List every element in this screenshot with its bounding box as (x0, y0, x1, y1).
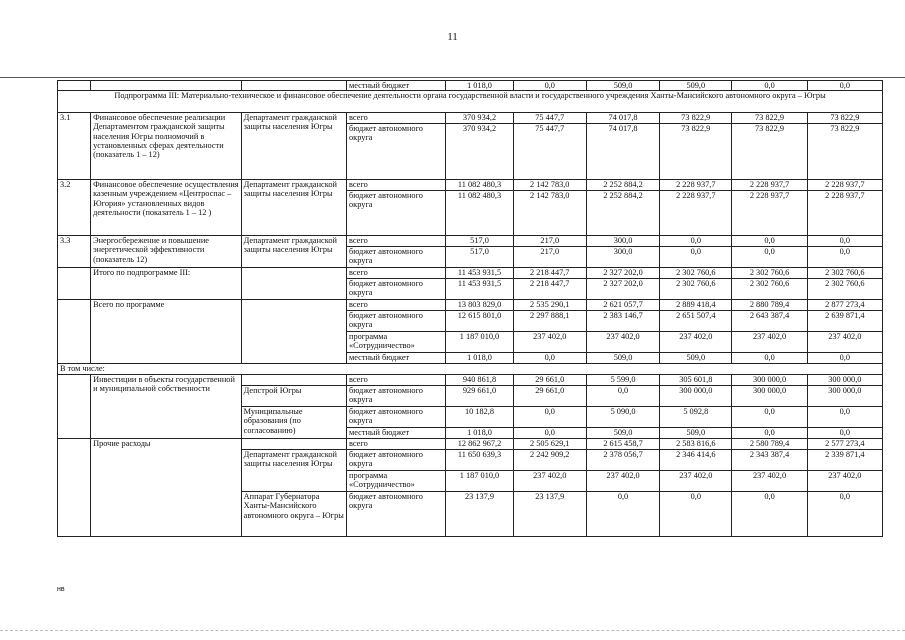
value-cell: 29 661,0 (513, 375, 586, 386)
value-cell: 12 862 967,2 (446, 439, 513, 450)
value-cell: 2 252 884,2 (586, 180, 659, 191)
funding-source-cell: программа «Сотрудничество» (347, 332, 446, 353)
funding-source-cell: всего (347, 180, 446, 191)
value-cell: 11 453 931,5 (446, 268, 513, 279)
funding-source-cell: всего (347, 375, 446, 386)
value-cell: 0,0 (586, 386, 659, 407)
empty-cell (241, 268, 346, 300)
value-cell: 2 302 760,6 (660, 268, 732, 279)
value-cell: 509,0 (586, 353, 659, 364)
investments-row (58, 375, 883, 386)
funding-source-cell: всего (347, 439, 446, 450)
value-cell: 73 822,9 (660, 113, 732, 124)
value-cell: 75 447,7 (513, 124, 586, 180)
value-cell: 2 218 447,7 (513, 279, 586, 300)
value-cell: 0,0 (513, 353, 586, 364)
value-cell: 0,0 (660, 492, 732, 537)
table-row-including (58, 364, 883, 375)
table-row-carryover (58, 81, 883, 91)
budget-table (57, 80, 883, 537)
item-executor: Департамент гражданской защиты населения Югры (241, 180, 346, 236)
value-cell: 0,0 (732, 407, 807, 428)
value-cell: 73 822,9 (660, 124, 732, 180)
value-cell: 300 000,0 (660, 386, 732, 407)
group-executor: Депстрой Югры (241, 386, 346, 407)
value-cell: 2 339 871,4 (807, 450, 882, 471)
value-cell: 11 650 639,3 (446, 450, 513, 471)
value-cell: 2 142 783,0 (513, 180, 586, 191)
value-cell: 0,0 (807, 353, 882, 364)
value-cell: 509,0 (660, 353, 732, 364)
value-cell: 2 302 760,6 (660, 279, 732, 300)
value-cell: 2 297 888,1 (513, 311, 586, 332)
value-cell: 1 018,0 (446, 428, 513, 439)
funding-source-cell: всего (347, 113, 446, 124)
funding-source-cell: бюджет автономного округа (347, 124, 446, 180)
value-cell: 0,0 (807, 428, 882, 439)
value-cell: 0,0 (807, 236, 882, 247)
investments-label: Инвестиции в объекты государственной и муниципальной собственности (91, 375, 242, 439)
value-cell: 237 402,0 (807, 471, 882, 492)
value-cell: 0,0 (732, 492, 807, 537)
value-cell: 0,0 (660, 236, 732, 247)
value-cell: 2 302 760,6 (807, 268, 882, 279)
value-cell: 217,0 (513, 236, 586, 247)
value-cell: 237 402,0 (807, 332, 882, 353)
value-cell: 23 137,9 (446, 492, 513, 537)
value-cell: 2 242 909,2 (513, 450, 586, 471)
table-row-subprogram (58, 91, 883, 113)
value-cell: 0,0 (732, 353, 807, 364)
value-cell: 2 218 447,7 (513, 268, 586, 279)
value-cell: 509,0 (586, 81, 659, 91)
value-cell: 237 402,0 (732, 471, 807, 492)
value-cell: 2 228 937,7 (732, 180, 807, 191)
empty-cell (58, 268, 91, 300)
value-cell: 300,0 (586, 236, 659, 247)
table-row-item (58, 113, 883, 124)
value-cell: 73 822,9 (807, 113, 882, 124)
value-cell: 0,0 (513, 81, 586, 91)
value-cell: 300,0 (586, 247, 659, 268)
value-cell: 2 615 458,7 (586, 439, 659, 450)
subprogram-title: Подпрограмма III: Материально-техническое и финансовое обеспечение деятельности органа государственной власти и государственного учреждения Ханты-Мансийского автономного округа – Югры (58, 91, 883, 113)
value-cell: 0,0 (513, 407, 586, 428)
value-cell: 2 142 783,0 (513, 191, 586, 236)
funding-source-cell: местный бюджет (347, 353, 446, 364)
value-cell: 305 601,8 (660, 375, 732, 386)
value-cell: 0,0 (586, 492, 659, 537)
funding-source-cell: бюджет автономного округа (347, 191, 446, 236)
value-cell: 0,0 (732, 236, 807, 247)
value-cell: 11 082 480,3 (446, 180, 513, 191)
value-cell: 5 599,0 (586, 375, 659, 386)
value-cell: 0,0 (732, 81, 807, 91)
value-cell: 2 643 387,4 (732, 311, 807, 332)
value-cell: 509,0 (586, 428, 659, 439)
value-cell: 517,0 (446, 247, 513, 268)
funding-source-cell: бюджет автономного округа (347, 247, 446, 268)
value-cell: 370 934,2 (446, 124, 513, 180)
funding-source-cell: местный бюджет (347, 428, 446, 439)
value-cell: 1 018,0 (446, 353, 513, 364)
funding-source-cell: всего (347, 300, 446, 311)
value-cell: 2 343 387,4 (732, 450, 807, 471)
funding-source-cell: местный бюджет (347, 81, 446, 91)
empty-cell (241, 439, 346, 450)
value-cell: 2 580 789,4 (732, 439, 807, 450)
funding-source-cell: бюджет автономного округа (347, 386, 446, 407)
bottom-rule (0, 630, 905, 631)
funding-source-cell: бюджет автономного округа (347, 311, 446, 332)
footer-mark: нв (57, 586, 65, 593)
page-number: 11 (447, 31, 458, 43)
value-cell: 300 000,0 (732, 386, 807, 407)
funding-source-cell: всего (347, 268, 446, 279)
top-rule (0, 77, 905, 78)
value-cell: 2 577 273,4 (807, 439, 882, 450)
other-expenses-row (58, 439, 883, 450)
value-cell: 2 505 629,1 (513, 439, 586, 450)
item-name: Финансовое обеспечение реализации Департаментом гражданской защиты населения Югры полномочий в установленных сферах деятельности (показатель 1 – 12) (91, 113, 242, 180)
value-cell: 2 302 760,6 (732, 268, 807, 279)
value-cell: 0,0 (513, 428, 586, 439)
item-executor: Департамент гражданской защиты населения Югры (241, 113, 346, 180)
value-cell: 0,0 (807, 407, 882, 428)
empty-cell (58, 300, 91, 364)
value-cell: 1 018,0 (446, 81, 513, 91)
value-cell: 2 651 507,4 (660, 311, 732, 332)
value-cell: 237 402,0 (660, 471, 732, 492)
value-cell: 2 639 871,4 (807, 311, 882, 332)
value-cell: 300 000,0 (807, 386, 882, 407)
funding-source-cell: бюджет автономного округа (347, 492, 446, 537)
value-cell: 10 182,8 (446, 407, 513, 428)
value-cell: 2 535 290,1 (513, 300, 586, 311)
item-number: 3.2 (58, 180, 91, 236)
value-cell: 5 090,0 (586, 407, 659, 428)
value-cell: 2 302 760,6 (732, 279, 807, 300)
value-cell: 370 934,2 (446, 113, 513, 124)
value-cell: 0,0 (807, 247, 882, 268)
value-cell: 509,0 (660, 81, 732, 91)
value-cell: 517,0 (446, 236, 513, 247)
value-cell: 0,0 (807, 492, 882, 537)
empty-cell (58, 439, 91, 537)
including-label: В том числе: (58, 364, 883, 375)
value-cell: 13 803 829,0 (446, 300, 513, 311)
value-cell: 11 453 931,5 (446, 279, 513, 300)
value-cell: 0,0 (660, 247, 732, 268)
value-cell: 2 877 273,4 (807, 300, 882, 311)
item-number: 3.1 (58, 113, 91, 180)
value-cell: 2 583 816,6 (660, 439, 732, 450)
other-expenses-label: Прочие расходы (91, 439, 242, 537)
funding-source-cell: бюджет автономного округа (347, 450, 446, 471)
value-cell: 237 402,0 (513, 332, 586, 353)
value-cell: 2 383 146,7 (586, 311, 659, 332)
value-cell: 73 822,9 (732, 113, 807, 124)
value-cell: 2 327 202,0 (586, 268, 659, 279)
value-cell: 509,0 (660, 428, 732, 439)
group-executor: Департамент гражданской защиты населения Югры (241, 450, 346, 492)
value-cell: 929 661,0 (446, 386, 513, 407)
value-cell: 217,0 (513, 247, 586, 268)
table-row-item (58, 180, 883, 191)
table-row-subtotal (58, 268, 883, 279)
funding-source-cell: бюджет автономного округа (347, 407, 446, 428)
value-cell: 2 228 937,7 (732, 191, 807, 236)
empty-cell (91, 81, 242, 91)
empty-cell (241, 375, 346, 386)
funding-source-cell: бюджет автономного округа (347, 279, 446, 300)
value-cell: 2 378 056,7 (586, 450, 659, 471)
subtotal-label: Итого по подпрограмме III: (91, 268, 242, 300)
item-number: 3.3 (58, 236, 91, 268)
value-cell: 0,0 (732, 428, 807, 439)
value-cell: 237 402,0 (660, 332, 732, 353)
value-cell: 29 661,0 (513, 386, 586, 407)
value-cell: 75 447,7 (513, 113, 586, 124)
value-cell: 237 402,0 (732, 332, 807, 353)
group-executor: Аппарат Губернатора Ханты-Мансийского автономного округа – Югры (241, 492, 346, 537)
value-cell: 23 137,9 (513, 492, 586, 537)
value-cell: 5 092,8 (660, 407, 732, 428)
value-cell: 1 187 010,0 (446, 471, 513, 492)
table-row-total (58, 300, 883, 311)
empty-cell (58, 375, 91, 439)
empty-cell (241, 300, 346, 364)
value-cell: 2 327 202,0 (586, 279, 659, 300)
item-executor: Департамент гражданской защиты населения Югры (241, 236, 346, 268)
value-cell: 1 187 010,0 (446, 332, 513, 353)
value-cell: 2 228 937,7 (660, 180, 732, 191)
value-cell: 237 402,0 (586, 332, 659, 353)
group-executor: Муниципальные образования (по согласованию) (241, 407, 346, 439)
value-cell: 0,0 (732, 247, 807, 268)
value-cell: 11 082 480,3 (446, 191, 513, 236)
empty-cell (58, 81, 91, 91)
value-cell: 2 889 418,4 (660, 300, 732, 311)
value-cell: 300 000,0 (807, 375, 882, 386)
value-cell: 2 252 884,2 (586, 191, 659, 236)
value-cell: 74 017,8 (586, 113, 659, 124)
value-cell: 2 228 937,7 (807, 191, 882, 236)
value-cell: 74 017,8 (586, 124, 659, 180)
value-cell: 940 861,8 (446, 375, 513, 386)
value-cell: 2 880 789,4 (732, 300, 807, 311)
item-name: Энергосбережение и повышение энергетической эффективности (показатель 12) (91, 236, 242, 268)
item-name: Финансовое обеспечение осуществления казенным учреждением «Центроспас – Югория» установленных видов деятельности (показатель 1 – 12 ) (91, 180, 242, 236)
value-cell: 237 402,0 (513, 471, 586, 492)
funding-source-cell: программа «Сотрудничество» (347, 471, 446, 492)
value-cell: 2 228 937,7 (660, 191, 732, 236)
value-cell: 12 615 801,0 (446, 311, 513, 332)
value-cell: 300 000,0 (732, 375, 807, 386)
empty-cell (241, 81, 346, 91)
value-cell: 2 228 937,7 (807, 180, 882, 191)
value-cell: 2 621 057,7 (586, 300, 659, 311)
table-body (58, 81, 883, 537)
value-cell: 73 822,9 (807, 124, 882, 180)
value-cell: 2 346 414,6 (660, 450, 732, 471)
table-row-item (58, 236, 883, 247)
value-cell: 237 402,0 (586, 471, 659, 492)
value-cell: 73 822,9 (732, 124, 807, 180)
funding-source-cell: всего (347, 236, 446, 247)
value-cell: 2 302 760,6 (807, 279, 882, 300)
value-cell: 0,0 (807, 81, 882, 91)
total-label: Всего по программе (91, 300, 242, 364)
